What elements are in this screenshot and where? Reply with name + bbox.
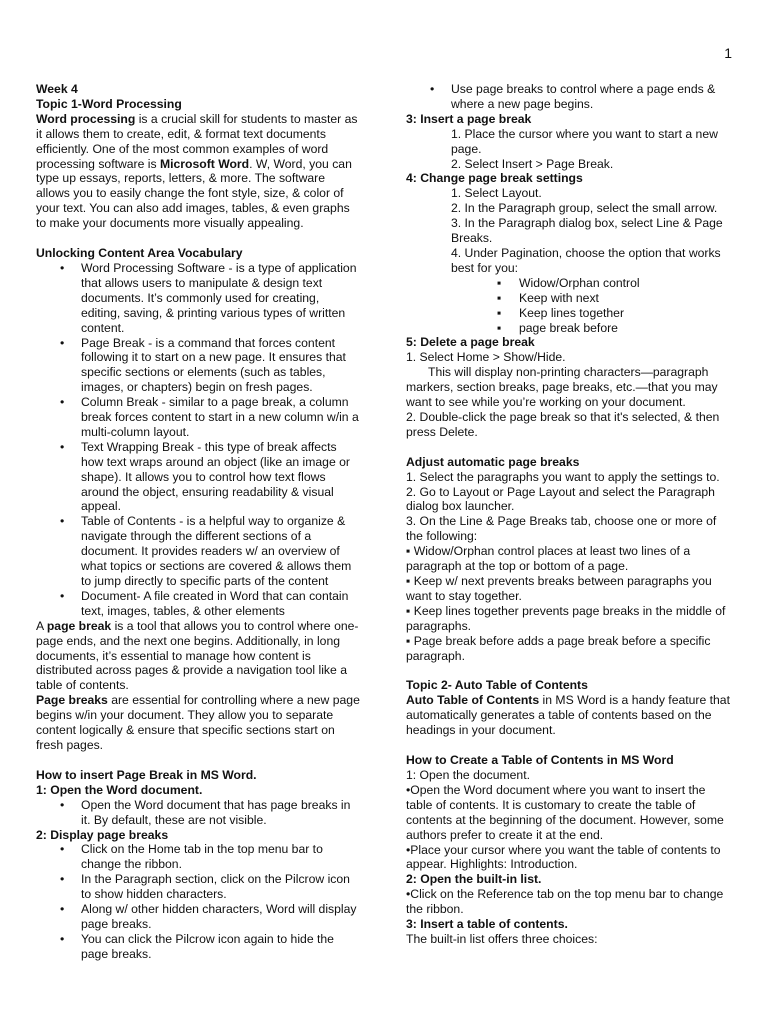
create-line: •Place your cursor where you want the table of contents to appear. Highlights: Introduction.: [406, 842, 721, 872]
list-item: • Column Break - similar to a page break, a column break forces content to start in a new column w/in a multi-column layout.: [36, 395, 361, 440]
list-item: • Document- A file created in Word that can contain text, images, tables, & other elements: [36, 589, 361, 619]
term-page-breaks: Page breaks: [36, 693, 108, 708]
pagination-options-list: [406, 276, 731, 336]
term-microsoft-word: Microsoft Word: [159, 156, 250, 171]
step-4-line: 1. Select Layout.: [451, 186, 542, 201]
list-item: ▪ Keep lines together: [406, 306, 731, 321]
create-toc-heading: How to Create a Table of Contents in MS Word: [406, 753, 674, 768]
list-item: • Text Wrapping Break - this type of break affects how text wraps around an object (like an image or shape). It allows you to control how text flows around the object, ensuring readability & visual appeal.: [36, 440, 361, 515]
create-line: The built-in list offers three choices:: [406, 931, 598, 946]
list-item: ▪ Widow/Orphan control: [406, 276, 731, 291]
step-3-line: 1. Place the cursor where you want to start a new page.: [451, 126, 718, 156]
page-break-paragraph: A page break is a tool that allows you to control where one-page ends, and the next one begins. Additionally, in long documents, it’s essential to manage how content is distributed across pages & provide a navigation tool like a table of contents.: [36, 618, 359, 693]
step-3-line: 2. Select Insert > Page Break.: [451, 156, 614, 171]
list-item: • Open the Word document that has page breaks in it. By default, these are not visible.: [36, 798, 361, 828]
list-item: • You can click the Pilcrow icon again to hide the page breaks.: [36, 932, 361, 962]
adjust-line: 3. On the Line & Page Breaks tab, choose one or more of the following:: [406, 514, 717, 544]
adjust-heading: Adjust automatic page breaks: [406, 454, 580, 469]
topic-2-heading: Topic 2- Auto Table of Contents: [406, 678, 588, 693]
create-line: •Click on the Reference tab on the top menu bar to change the ribbon.: [406, 887, 724, 917]
list-item: • Page Break - is a command that forces content following it to start on a new page. It ensures that specific sections or elements (such as tables, images, or chapters) begin on fresh pages.: [36, 336, 361, 396]
step-1-list: [36, 798, 361, 828]
step-5-line: 2. Double-click the page break so that it's selected, & then press Delete.: [406, 409, 720, 439]
list-item: • Along w/ other hidden characters, Word will display page breaks.: [36, 902, 361, 932]
step-3-heading: 3: Insert a page break: [406, 111, 532, 126]
adjust-line: ▪ Page break before adds a page break before a specific paragraph.: [406, 633, 711, 663]
adjust-line: ▪ Widow/Orphan control places at least two lines of a paragraph at the top or bottom of a page.: [406, 544, 691, 574]
list-item: • Use page breaks to control where a page ends & where a new page begins.: [406, 82, 731, 112]
list-item: • Click on the Home tab in the top menu bar to change the ribbon.: [36, 842, 361, 872]
page-number: 1: [724, 45, 732, 61]
step-4-heading: 4: Change page break settings: [406, 171, 583, 186]
create-step-1: 1: Open the document.: [406, 767, 530, 782]
term-word-processing: Word processing: [36, 111, 136, 126]
vocab-list: [36, 261, 361, 619]
list-item: • Word Processing Software - is a type of application that allows users to manipulate & design text documents. It’s commonly used for creating, editing, saving, & printing various types of written content.: [36, 261, 361, 336]
step-4-line: 3. In the Paragraph dialog box, select Line & Page Breaks.: [451, 216, 723, 246]
adjust-line: 1. Select the paragraphs you want to apply the settings to.: [406, 469, 720, 484]
list-item: • In the Paragraph section, click on the Pilcrow icon to show hidden characters.: [36, 872, 361, 902]
intro-paragraph: Word processing is a crucial skill for students to master as it allows them to create, edit, & format text documents efficiently. One of the most common examples of word processing software is Microsoft Word. W, Word, you can type up essays, reports, letters, & more. The software allows you to easily change the font style, size, & color of your text. You can also add images, tables, & even graphs to make your documents more visually appealing.: [36, 111, 358, 231]
step-5-heading: 5: Delete a page break: [406, 335, 535, 350]
step-4-line: 2. In the Paragraph group, select the small arrow.: [451, 201, 718, 216]
step-5-line: 1. Select Home > Show/Hide.: [406, 350, 566, 365]
create-step-3: 3: Insert a table of contents.: [406, 917, 568, 932]
list-item: ▪ Keep with next: [406, 291, 731, 306]
top-bullet-list: [406, 82, 731, 112]
term-auto-toc: Auto Table of Contents: [406, 693, 540, 708]
term-page-break: page break: [46, 618, 112, 633]
step-2-list: [36, 842, 361, 961]
adjust-line: ▪ Keep lines together prevents page breaks in the middle of paragraphs.: [406, 603, 726, 633]
create-line: •Open the Word document where you want to insert the table of contents. It is customary to create the table of contents at the beginning of the document. However, some authors prefer to create it at the end.: [406, 782, 724, 842]
list-item: • Table of Contents - is a helpful way to organize & navigate through the different sections of a document. It provides readers w/ an overview of what topics or sections are covered & allows them to jump directly to specific parts of the content: [36, 514, 361, 589]
right-column: [406, 82, 731, 947]
toc-paragraph: Auto Table of Contents in MS Word is a handy feature that automatically generates a table of contents based on the headings in your document.: [406, 693, 730, 738]
create-step-2: 2: Open the built-in list.: [406, 872, 542, 887]
adjust-line: 2. Go to Layout or Page Layout and select the Paragraph dialog box launcher.: [406, 484, 715, 514]
step-4-line: 4. Under Pagination, choose the option that works best for you:: [451, 245, 721, 275]
list-item: ▪ page break before: [406, 321, 731, 336]
step-5-description: This will display non-printing characters—paragraph markers, section breaks, page breaks, etc.—that you may want to see while you’re working on your document.: [406, 365, 718, 410]
page-breaks-paragraph: Page breaks are essential for controlling where a new page begins w/in your document. They allow you to separate content logically & ensure that specific sections start on fresh pages.: [36, 693, 360, 752]
step-1-heading: 1: Open the Word document.: [36, 782, 203, 797]
vocab-heading: Unlocking Content Area Vocabulary: [36, 246, 243, 261]
adjust-line: ▪ Keep w/ next prevents breaks between paragraphs you want to stay together.: [406, 574, 712, 603]
left-column: [36, 82, 361, 962]
how-to-insert-heading: How to insert Page Break in MS Word.: [36, 767, 257, 782]
week-heading: Week 4: [36, 82, 78, 96]
topic-1-heading: Topic 1-Word Processing: [36, 96, 182, 111]
step-2-heading: 2: Display page breaks: [36, 827, 169, 842]
